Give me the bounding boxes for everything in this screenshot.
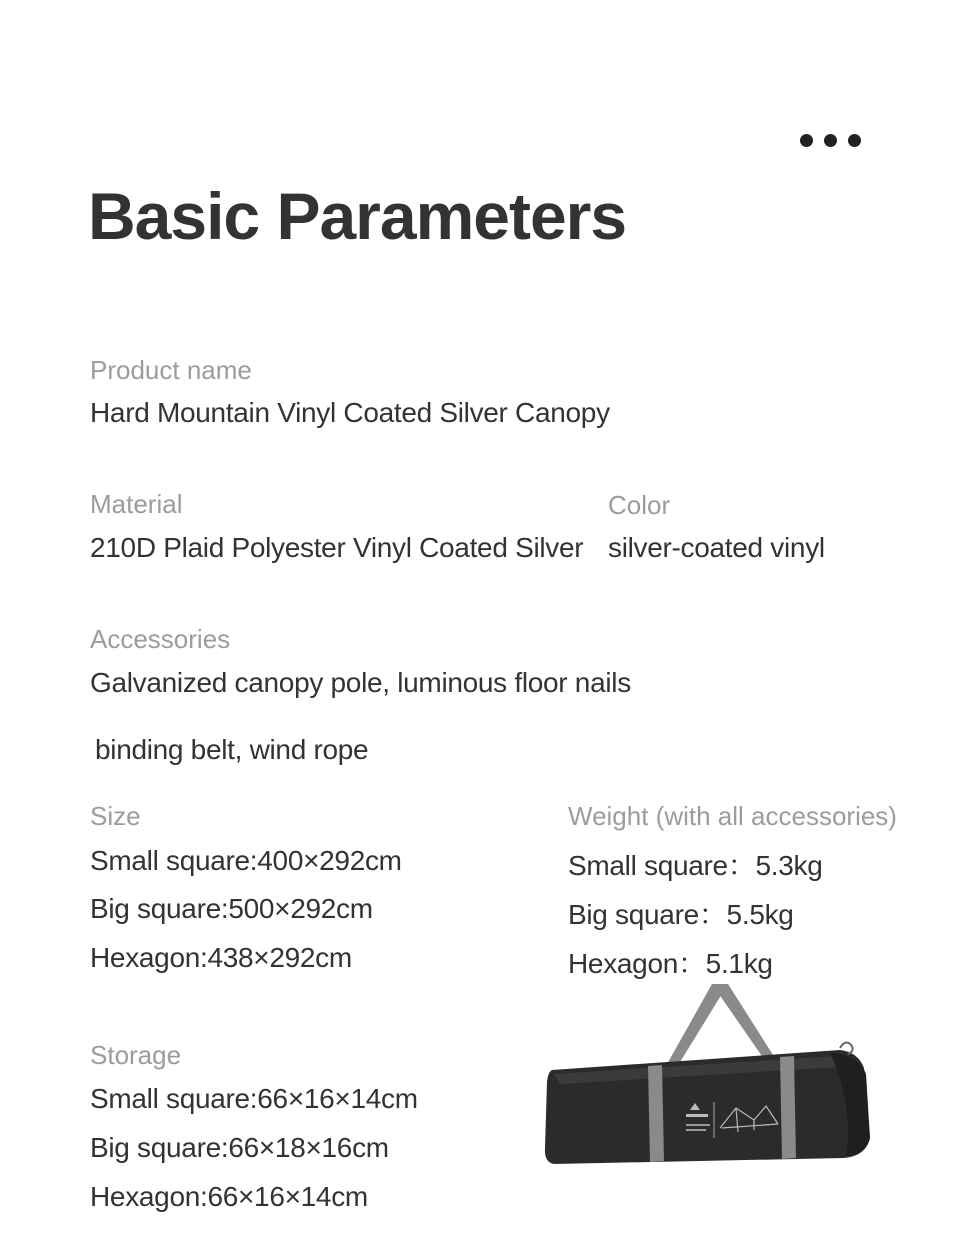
size-small-square: Small square:400×292cm	[90, 845, 402, 876]
dot	[824, 134, 837, 147]
page-title: Basic Parameters	[88, 179, 627, 253]
color-value: silver-coated vinyl	[608, 532, 825, 563]
size-big-square: Big square:500×292cm	[90, 893, 373, 924]
weight-small-square: Small square：5.3kg	[568, 850, 823, 881]
storage-small-square: Small square:66×16×14cm	[90, 1083, 418, 1114]
weight-label: Weight (with all accessories)	[568, 801, 897, 831]
size-label: Size	[90, 801, 141, 831]
more-dots-icon[interactable]	[800, 134, 861, 147]
accessories-line-1: Galvanized canopy pole, luminous floor nails	[90, 667, 631, 698]
storage-bag-illustration	[540, 978, 880, 1178]
product-name-value: Hard Mountain Vinyl Coated Silver Canopy	[90, 397, 610, 428]
storage-big-square: Big square:66×18×16cm	[90, 1132, 389, 1163]
material-label: Material	[90, 489, 183, 519]
dot	[800, 134, 813, 147]
material-value: 210D Plaid Polyester Vinyl Coated Silver	[90, 532, 584, 563]
weight-hexagon: Hexagon：5.1kg	[568, 948, 773, 979]
accessories-line-2: binding belt, wind rope	[95, 734, 369, 765]
color-label: Color	[608, 490, 671, 520]
dot	[848, 134, 861, 147]
product-name-label: Product name	[90, 355, 252, 385]
size-hexagon: Hexagon:438×292cm	[90, 942, 352, 973]
accessories-label: Accessories	[90, 624, 231, 654]
weight-big-square: Big square：5.5kg	[568, 899, 794, 930]
storage-hexagon: Hexagon:66×16×14cm	[90, 1181, 368, 1212]
storage-label: Storage	[90, 1040, 182, 1070]
